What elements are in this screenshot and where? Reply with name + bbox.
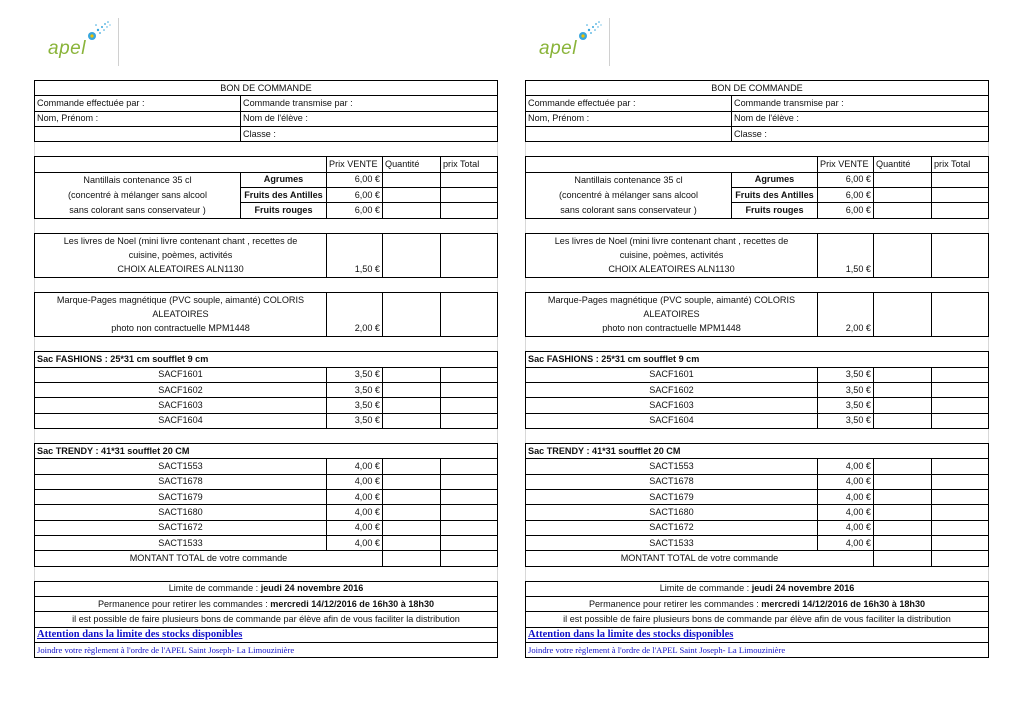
quantite-header: Quantité — [383, 157, 441, 172]
quantity-cell[interactable] — [874, 535, 932, 550]
apel-logo-text: apel — [48, 38, 86, 59]
quantity-cell[interactable] — [383, 188, 441, 203]
quantity-cell[interactable] — [874, 413, 932, 428]
quantity-cell[interactable] — [383, 535, 441, 550]
quantity-cell[interactable] — [383, 203, 441, 218]
total-cell — [932, 535, 989, 550]
total-cell — [441, 474, 498, 489]
quantity-cell[interactable] — [383, 382, 441, 397]
total-cell — [932, 490, 989, 505]
form-title: BON DE COMMANDE — [526, 81, 989, 96]
blank-cell — [526, 126, 732, 141]
quantity-cell[interactable] — [383, 490, 441, 505]
flavor-fruits-rouges: Fruits rouges — [241, 203, 327, 218]
quantity-cell[interactable] — [874, 172, 932, 187]
trendy-ref: SACT1533 — [526, 535, 818, 550]
quantity-cell[interactable] — [874, 322, 932, 337]
price-fruits-rouges: 6,00 € — [327, 203, 383, 218]
logo-divider — [118, 18, 119, 66]
quantity-cell[interactable] — [874, 474, 932, 489]
fashions-ref: SACF1602 — [35, 382, 327, 397]
logo-divider — [609, 18, 610, 66]
quantity-cell[interactable] — [874, 398, 932, 413]
nantillais-description-3: sans colorant sans conservateur ) — [526, 203, 732, 218]
nom-eleve-label: Nom de l'élève : — [241, 111, 498, 126]
attention-stocks: Attention dans la limite des stocks disponibles — [526, 627, 989, 642]
fashions-price: 3,50 € — [818, 367, 874, 382]
price-antilles: 6,00 € — [327, 188, 383, 203]
fashions-price: 3,50 € — [818, 382, 874, 397]
fashions-price: 3,50 € — [818, 413, 874, 428]
total-label: MONTANT TOTAL de votre commande — [35, 551, 383, 566]
livres-description: Les livres de Noel (mini livre contenant chant , recettes de — [35, 233, 327, 248]
prix-vente-header: Prix VENTE — [327, 157, 383, 172]
trendy-ref: SACT1678 — [35, 474, 327, 489]
total-cell — [932, 263, 989, 278]
trendy-price: 4,00 € — [327, 459, 383, 474]
quantite-header: Quantité — [874, 157, 932, 172]
total-cell — [932, 367, 989, 382]
trendy-ref: SACT1679 — [526, 490, 818, 505]
quantity-cell[interactable] — [383, 505, 441, 520]
livres-description-2: cuisine, poèmes, activités — [35, 248, 327, 262]
grand-total-cell — [932, 551, 989, 566]
quantity-cell[interactable] — [874, 382, 932, 397]
trendy-ref: SACT1533 — [35, 535, 327, 550]
fashions-ref: SACF1604 — [526, 413, 818, 428]
fashions-ref: SACF1604 — [35, 413, 327, 428]
trendy-price: 4,00 € — [818, 474, 874, 489]
total-cell — [932, 203, 989, 218]
total-cell — [932, 382, 989, 397]
total-quantity-cell[interactable] — [383, 551, 441, 566]
total-cell — [441, 520, 498, 535]
total-cell — [441, 490, 498, 505]
prix-vente-header: Prix VENTE — [818, 157, 874, 172]
plusieurs-bons-note: il est possible de faire plusieurs bons de commande par élève afin de vous faciliter la distribution — [526, 612, 989, 627]
price-fruits-rouges: 6,00 € — [818, 203, 874, 218]
fashions-ref: SACF1601 — [35, 367, 327, 382]
order-table — [525, 80, 989, 658]
total-cell — [932, 398, 989, 413]
trendy-price: 4,00 € — [327, 490, 383, 505]
trendy-ref: SACT1672 — [526, 520, 818, 535]
flavor-antilles: Fruits des Antilles — [732, 188, 818, 203]
trendy-price: 4,00 € — [327, 520, 383, 535]
total-cell — [932, 520, 989, 535]
fashions-ref: SACF1603 — [35, 398, 327, 413]
total-cell — [441, 398, 498, 413]
marque-pages-description: Marque-Pages magnétique (PVC souple, aimanté) COLORIS — [35, 293, 327, 308]
marque-pages-reference: photo non contractuelle MPM1448 — [35, 322, 327, 337]
total-cell — [441, 172, 498, 187]
marque-pages-description-2: ALEATOIRES — [526, 307, 818, 321]
fashions-price: 3,50 € — [327, 382, 383, 397]
price-agrumes: 6,00 € — [327, 172, 383, 187]
total-cell — [441, 413, 498, 428]
order-table — [34, 80, 498, 658]
nantillais-description-3: sans colorant sans conservateur ) — [35, 203, 241, 218]
blank-cell — [35, 126, 241, 141]
prix-total-header: prix Total — [441, 157, 498, 172]
total-cell — [932, 188, 989, 203]
nantillais-description: Nantillais contenance 35 cl — [35, 172, 241, 187]
price-antilles: 6,00 € — [818, 188, 874, 203]
livres-price: 1,50 € — [327, 263, 383, 278]
total-cell — [932, 322, 989, 337]
fashions-price: 3,50 € — [327, 398, 383, 413]
livres-description-2: cuisine, poèmes, activités — [526, 248, 818, 262]
trendy-price: 4,00 € — [818, 490, 874, 505]
nom-prenom-label: Nom, Prénom : — [526, 111, 732, 126]
marque-pages-price: 2,00 € — [818, 322, 874, 337]
plusieurs-bons-note: il est possible de faire plusieurs bons de commande par élève afin de vous faciliter la distribution — [35, 612, 498, 627]
total-cell — [932, 172, 989, 187]
total-cell — [441, 322, 498, 337]
limite-commande: Limite de commande : jeudi 24 novembre 2016 — [35, 581, 498, 596]
trendy-price: 4,00 € — [327, 535, 383, 550]
nantillais-description-2: (concentré à mélanger sans alcool — [35, 188, 241, 203]
trendy-price: 4,00 € — [818, 535, 874, 550]
total-cell — [932, 505, 989, 520]
quantity-cell[interactable] — [874, 459, 932, 474]
total-cell — [932, 459, 989, 474]
trendy-ref: SACT1672 — [35, 520, 327, 535]
total-cell — [441, 188, 498, 203]
trendy-price: 4,00 € — [818, 505, 874, 520]
fashions-price: 3,50 € — [818, 398, 874, 413]
flavor-agrumes: Agrumes — [241, 172, 327, 187]
attention-stocks: Attention dans la limite des stocks disponibles — [35, 627, 498, 642]
joindre-reglement: Joindre votre règlement à l'ordre de l'APEL Saint Joseph- La Limouzinière — [526, 642, 989, 657]
livres-reference: CHOIX ALEATOIRES ALN1130 — [526, 263, 818, 278]
apel-logo-text: apel — [539, 38, 577, 59]
quantity-cell[interactable] — [383, 367, 441, 382]
flavor-agrumes: Agrumes — [732, 172, 818, 187]
trendy-ref: SACT1679 — [35, 490, 327, 505]
limite-commande: Limite de commande : jeudi 24 novembre 2016 — [526, 581, 989, 596]
classe-label: Classe : — [732, 126, 989, 141]
fashions-title: Sac FASHIONS : 25*31 cm soufflet 9 cm — [526, 352, 989, 367]
marque-pages-price: 2,00 € — [327, 322, 383, 337]
fashions-title: Sac FASHIONS : 25*31 cm soufflet 9 cm — [35, 352, 498, 367]
flavor-antilles: Fruits des Antilles — [241, 188, 327, 203]
quantity-cell[interactable] — [874, 188, 932, 203]
grand-total-cell — [441, 551, 498, 566]
fashions-price: 3,50 € — [327, 367, 383, 382]
quantity-cell[interactable] — [383, 263, 441, 278]
quantity-cell[interactable] — [383, 172, 441, 187]
quantity-cell[interactable] — [383, 474, 441, 489]
commande-effectuee-label: Commande effectuée par : — [526, 96, 732, 111]
fashions-ref: SACF1602 — [526, 382, 818, 397]
total-label: MONTANT TOTAL de votre commande — [526, 551, 874, 566]
total-cell — [441, 263, 498, 278]
apel-logo — [533, 14, 633, 64]
commande-effectuee-label: Commande effectuée par : — [35, 96, 241, 111]
nom-eleve-label: Nom de l'élève : — [732, 111, 989, 126]
fashions-price: 3,50 € — [327, 413, 383, 428]
trendy-price: 4,00 € — [327, 474, 383, 489]
classe-label: Classe : — [241, 126, 498, 141]
prix-total-header: prix Total — [932, 157, 989, 172]
total-cell — [441, 367, 498, 382]
trendy-ref: SACT1553 — [526, 459, 818, 474]
total-cell — [441, 459, 498, 474]
trendy-ref: SACT1680 — [35, 505, 327, 520]
fashions-ref: SACF1603 — [526, 398, 818, 413]
commande-transmise-label: Commande transmise par : — [732, 96, 989, 111]
total-cell — [441, 203, 498, 218]
order-form-right — [525, 0, 988, 725]
quantity-cell[interactable] — [383, 459, 441, 474]
fashions-ref: SACF1601 — [526, 367, 818, 382]
trendy-ref: SACT1678 — [526, 474, 818, 489]
nantillais-description-2: (concentré à mélanger sans alcool — [526, 188, 732, 203]
total-cell — [441, 535, 498, 550]
quantity-cell[interactable] — [874, 520, 932, 535]
livres-description: Les livres de Noel (mini livre contenant chant , recettes de — [526, 233, 818, 248]
quantity-cell[interactable] — [383, 520, 441, 535]
flavor-fruits-rouges: Fruits rouges — [732, 203, 818, 218]
order-form-left — [34, 0, 497, 725]
marque-pages-description-2: ALEATOIRES — [35, 307, 327, 321]
trendy-title: Sac TRENDY : 41*31 soufflet 20 CM — [35, 444, 498, 459]
apel-logo — [42, 14, 142, 64]
quantity-cell[interactable] — [874, 367, 932, 382]
form-title: BON DE COMMANDE — [35, 81, 498, 96]
trendy-price: 4,00 € — [818, 459, 874, 474]
trendy-title: Sac TRENDY : 41*31 soufflet 20 CM — [526, 444, 989, 459]
joindre-reglement: Joindre votre règlement à l'ordre de l'APEL Saint Joseph- La Limouzinière — [35, 642, 498, 657]
trendy-price: 4,00 € — [818, 520, 874, 535]
quantity-cell[interactable] — [383, 413, 441, 428]
livres-price: 1,50 € — [818, 263, 874, 278]
total-quantity-cell[interactable] — [874, 551, 932, 566]
trendy-price: 4,00 € — [327, 505, 383, 520]
total-cell — [441, 505, 498, 520]
quantity-cell[interactable] — [383, 398, 441, 413]
quantity-cell[interactable] — [874, 203, 932, 218]
marque-pages-description: Marque-Pages magnétique (PVC souple, aimanté) COLORIS — [526, 293, 818, 308]
nantillais-description: Nantillais contenance 35 cl — [526, 172, 732, 187]
nom-prenom-label: Nom, Prénom : — [35, 111, 241, 126]
trendy-ref: SACT1553 — [35, 459, 327, 474]
permanence-info: Permanence pour retirer les commandes : mercredi 14/12/2016 de 16h30 à 18h30 — [35, 597, 498, 612]
quantity-cell[interactable] — [383, 322, 441, 337]
marque-pages-reference: photo non contractuelle MPM1448 — [526, 322, 818, 337]
price-agrumes: 6,00 € — [818, 172, 874, 187]
permanence-info: Permanence pour retirer les commandes : mercredi 14/12/2016 de 16h30 à 18h30 — [526, 597, 989, 612]
quantity-cell[interactable] — [874, 263, 932, 278]
total-cell — [932, 474, 989, 489]
commande-transmise-label: Commande transmise par : — [241, 96, 498, 111]
quantity-cell[interactable] — [874, 490, 932, 505]
quantity-cell[interactable] — [874, 505, 932, 520]
total-cell — [932, 413, 989, 428]
trendy-ref: SACT1680 — [526, 505, 818, 520]
total-cell — [441, 382, 498, 397]
livres-reference: CHOIX ALEATOIRES ALN1130 — [35, 263, 327, 278]
